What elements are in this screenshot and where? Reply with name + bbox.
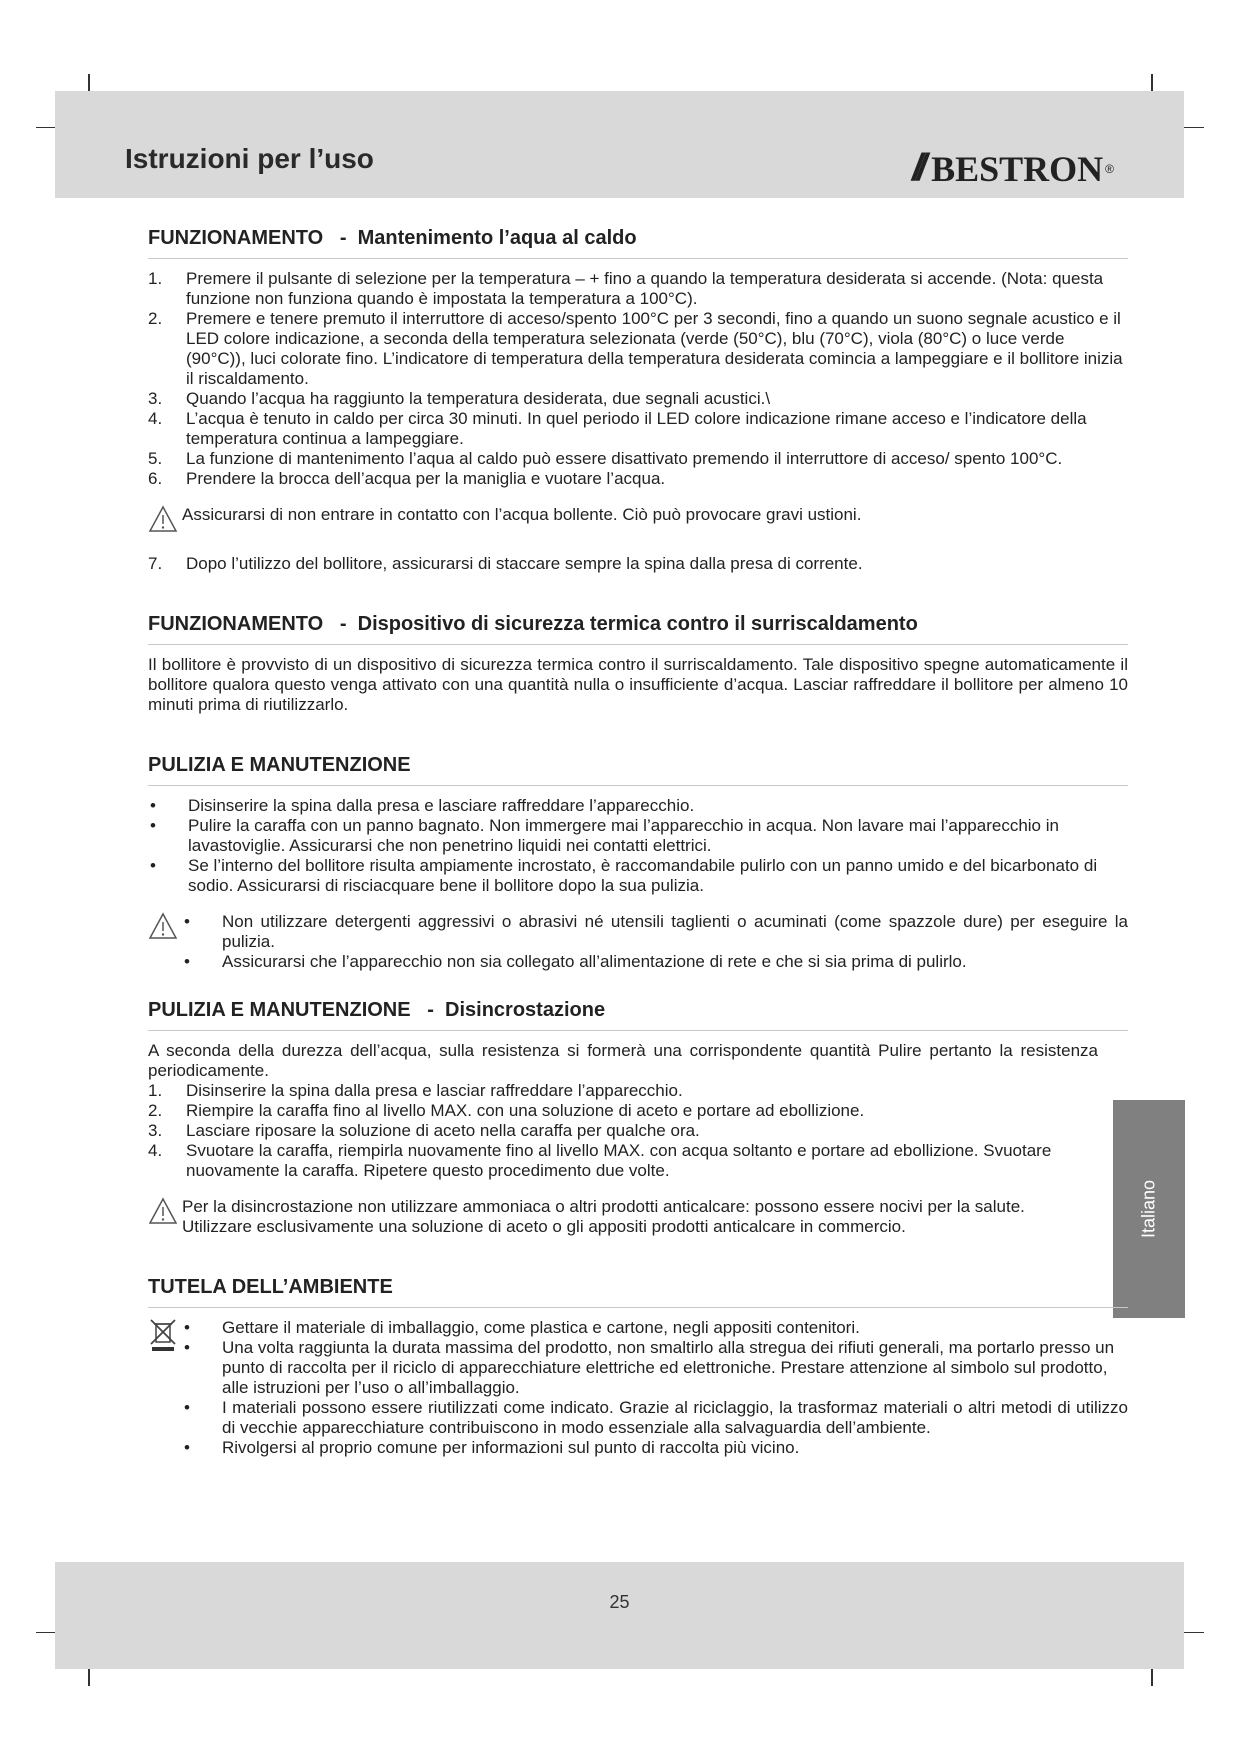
section-title-thermal: FUNZIONAMENTO - Dispositivo di sicurezza termica contro il surriscaldamento bbox=[148, 614, 1128, 645]
brand-logo bbox=[912, 147, 1114, 190]
list-item: • Una volta raggiunta la durata massima del prodotto, non smaltirlo alla stregua dei rifiuti generali, ma portarlo presso un punto di raccolta per il riciclo di apparecchiature elettriche ed elettroniche. Prestare attenzione al simbolo sul prodotto, alle istruzioni per l’uso o all’imballaggio. bbox=[184, 1338, 1115, 1397]
list-item: 6. Prendere la brocca dell’acqua per la maniglia e vuotare l’acqua. bbox=[148, 469, 666, 488]
list-item: • Disinserire la spina dalla presa e lasciare raffreddare l’apparecchio. bbox=[150, 796, 695, 815]
list-item: • I materiali possono essere riutilizzati come indicato. Grazie al riciclaggio, la trasformaz materiali o altri metodi di utilizzo di vecchie apparecchiature contribuiscono in modo essenziale alla salvaguardia dell’ambiente. bbox=[184, 1398, 1128, 1437]
warning-triangle-icon bbox=[148, 912, 182, 945]
list-item: • Se l’interno del bollitore risulta ampiamente incrostato, è raccomandabile pulirlo con un panno umido e del bicarbonato di sodio. Assicurarsi di risciacquare bene il bollitore dopo la sua pulizia. bbox=[150, 856, 1098, 895]
warm-list bbox=[148, 269, 1128, 489]
logo-text: BESTRON bbox=[931, 148, 1104, 189]
warning-note bbox=[148, 912, 1128, 972]
list-item: • Pulire la caraffa con un panno bagnato. Non immergere mai l’apparecchio in acqua. Non lavare mai l’apparecchio in lavastoviglie. Assicurarsi che non penetrino liquidi nei contatti elettrici. bbox=[150, 816, 1059, 855]
list-item: 5. La funzione di mantenimento l’aqua al caldo può essere disattivato premendo il interruttore di acceso/ spento 100°C. bbox=[148, 449, 1063, 468]
list-item: 4. Svuotare la caraffa, riempirla nuovamente fino al livello MAX. con acqua soltanto e portare ad ebollizione. Svuotare nuovamente la caraffa. Ripetere questo procedimento due volte. bbox=[148, 1141, 1052, 1180]
environment-block bbox=[148, 1318, 1128, 1458]
page-header bbox=[55, 91, 1184, 198]
section-title-warm: FUNZIONAMENTO - Mantenimento l’aqua al caldo bbox=[148, 228, 1128, 259]
logo-chevron-icon: // bbox=[911, 147, 922, 189]
list-item: • Assicurarsi che l’apparecchio non sia collegato all’alimentazione di rete e che si sia prima di pulirlo. bbox=[184, 952, 967, 971]
list-item: 1. Disinserire la spina dalla presa e lasciar raffreddare l’apparecchio. bbox=[148, 1081, 683, 1100]
list-item: 2. Premere e tenere premuto il interruttore di acceso/spento 100°C per 3 secondi, fino a quando un suono segnale acustico e il LED colore indicazione, a seconda della temperatura selezionata (verde (50°C), blu (70°C), viola (80°C) o luce verde (90°C)), luci colorate fino. L’indicatore di temperatura della temperatura desiderata comincia a lampeggiare e il bollitore inizia il riscaldamento. bbox=[148, 309, 1123, 388]
list-item: • Rivolgersi al proprio comune per informazioni sul punto di raccolta più vicino. bbox=[184, 1438, 800, 1457]
registered-icon: ® bbox=[1105, 161, 1114, 176]
warning-triangle-icon bbox=[148, 505, 182, 538]
page-number: 25 bbox=[609, 1592, 630, 1612]
list-item: • Non utilizzare detergenti aggressivi o abrasivi né utensili taglienti o acuminati (come spazzole dure) per eseguire la pulizia. bbox=[184, 912, 1128, 951]
page-content bbox=[148, 228, 1128, 1458]
section-title-descale: PULIZIA E MANUTENZIONE - Disincrostazione bbox=[148, 1000, 1128, 1031]
descale-list bbox=[148, 1081, 1098, 1181]
language-tab-label: Italiano bbox=[1138, 1179, 1159, 1239]
descale-intro: A seconda della durezza dell’acqua, sulla resistenza si formerà una corrispondente quantità Pulire pertanto la resistenza periodicamente. bbox=[148, 1041, 1098, 1080]
section-title-cleaning: PULIZIA E MANUTENZIONE bbox=[148, 755, 1128, 786]
list-item: 7. Dopo l’utilizzo del bollitore, assicurarsi di staccare sempre la spina dalla presa di corrente. bbox=[148, 554, 863, 573]
warning-text: Per la disincrostazione non utilizzare ammoniaca o altri prodotti anticalcare: possono essere nocivi per la salute. Utilizzare esclusivamente una soluzione di aceto o gli appositi prodotti anticalcare in commercio. bbox=[182, 1197, 1025, 1236]
thermal-paragraph: Il bollitore è provvisto di un dispositivo di sicurezza termica contro il surriscaldamento. Tale dispositivo spegne automaticamente il bollitore qualora questo venga attivato con una quantità nulla o insufficiente d’acqua. Lasciar raffreddare il bollitore per almeno 10 minuti prima di riutilizzarlo. bbox=[148, 655, 1128, 714]
warning-triangle-icon bbox=[148, 1197, 182, 1230]
list-item: 3. Lasciare riposare la soluzione di aceto nella caraffa per qualche ora. bbox=[148, 1121, 700, 1140]
warning-note bbox=[148, 505, 1128, 538]
list-item: • Gettare il materiale di imballaggio, come plastica e cartone, negli appositi contenitori. bbox=[184, 1318, 860, 1337]
cleaning-list bbox=[148, 796, 1128, 896]
warning-text: Assicurarsi di non entrare in contatto con l’acqua bollente. Ciò può provocare gravi ustioni. bbox=[182, 505, 862, 524]
page-title: Istruzioni per l’uso bbox=[125, 143, 374, 174]
section-title-environment: TUTELA DELL’AMBIENTE bbox=[148, 1277, 1128, 1308]
list-item: 1. Premere il pulsante di selezione per la temperatura – + fino a quando la temperatura desiderata si accende. (Nota: questa funzione non funziona quando è impostata la temperatura a 100°C). bbox=[148, 269, 1104, 308]
page-footer bbox=[55, 1562, 1184, 1669]
list-item: 4. L’acqua è tenuto in caldo per circa 30 minuti. In quel periodo il LED colore indicazione rimane acceso e l’indicatore della temperatura continua a lampeggiare. bbox=[148, 409, 1087, 448]
list-item: 3. Quando l’acqua ha raggiunto la temperatura desiderata, due segnali acustici.\ bbox=[148, 389, 771, 408]
list-item: 2. Riempire la caraffa fino al livello MAX. con una soluzione di aceto e portare ad ebollizione. bbox=[148, 1101, 865, 1120]
warning-note bbox=[148, 1197, 1098, 1237]
wheelie-bin-crossed-icon bbox=[148, 1318, 182, 1357]
